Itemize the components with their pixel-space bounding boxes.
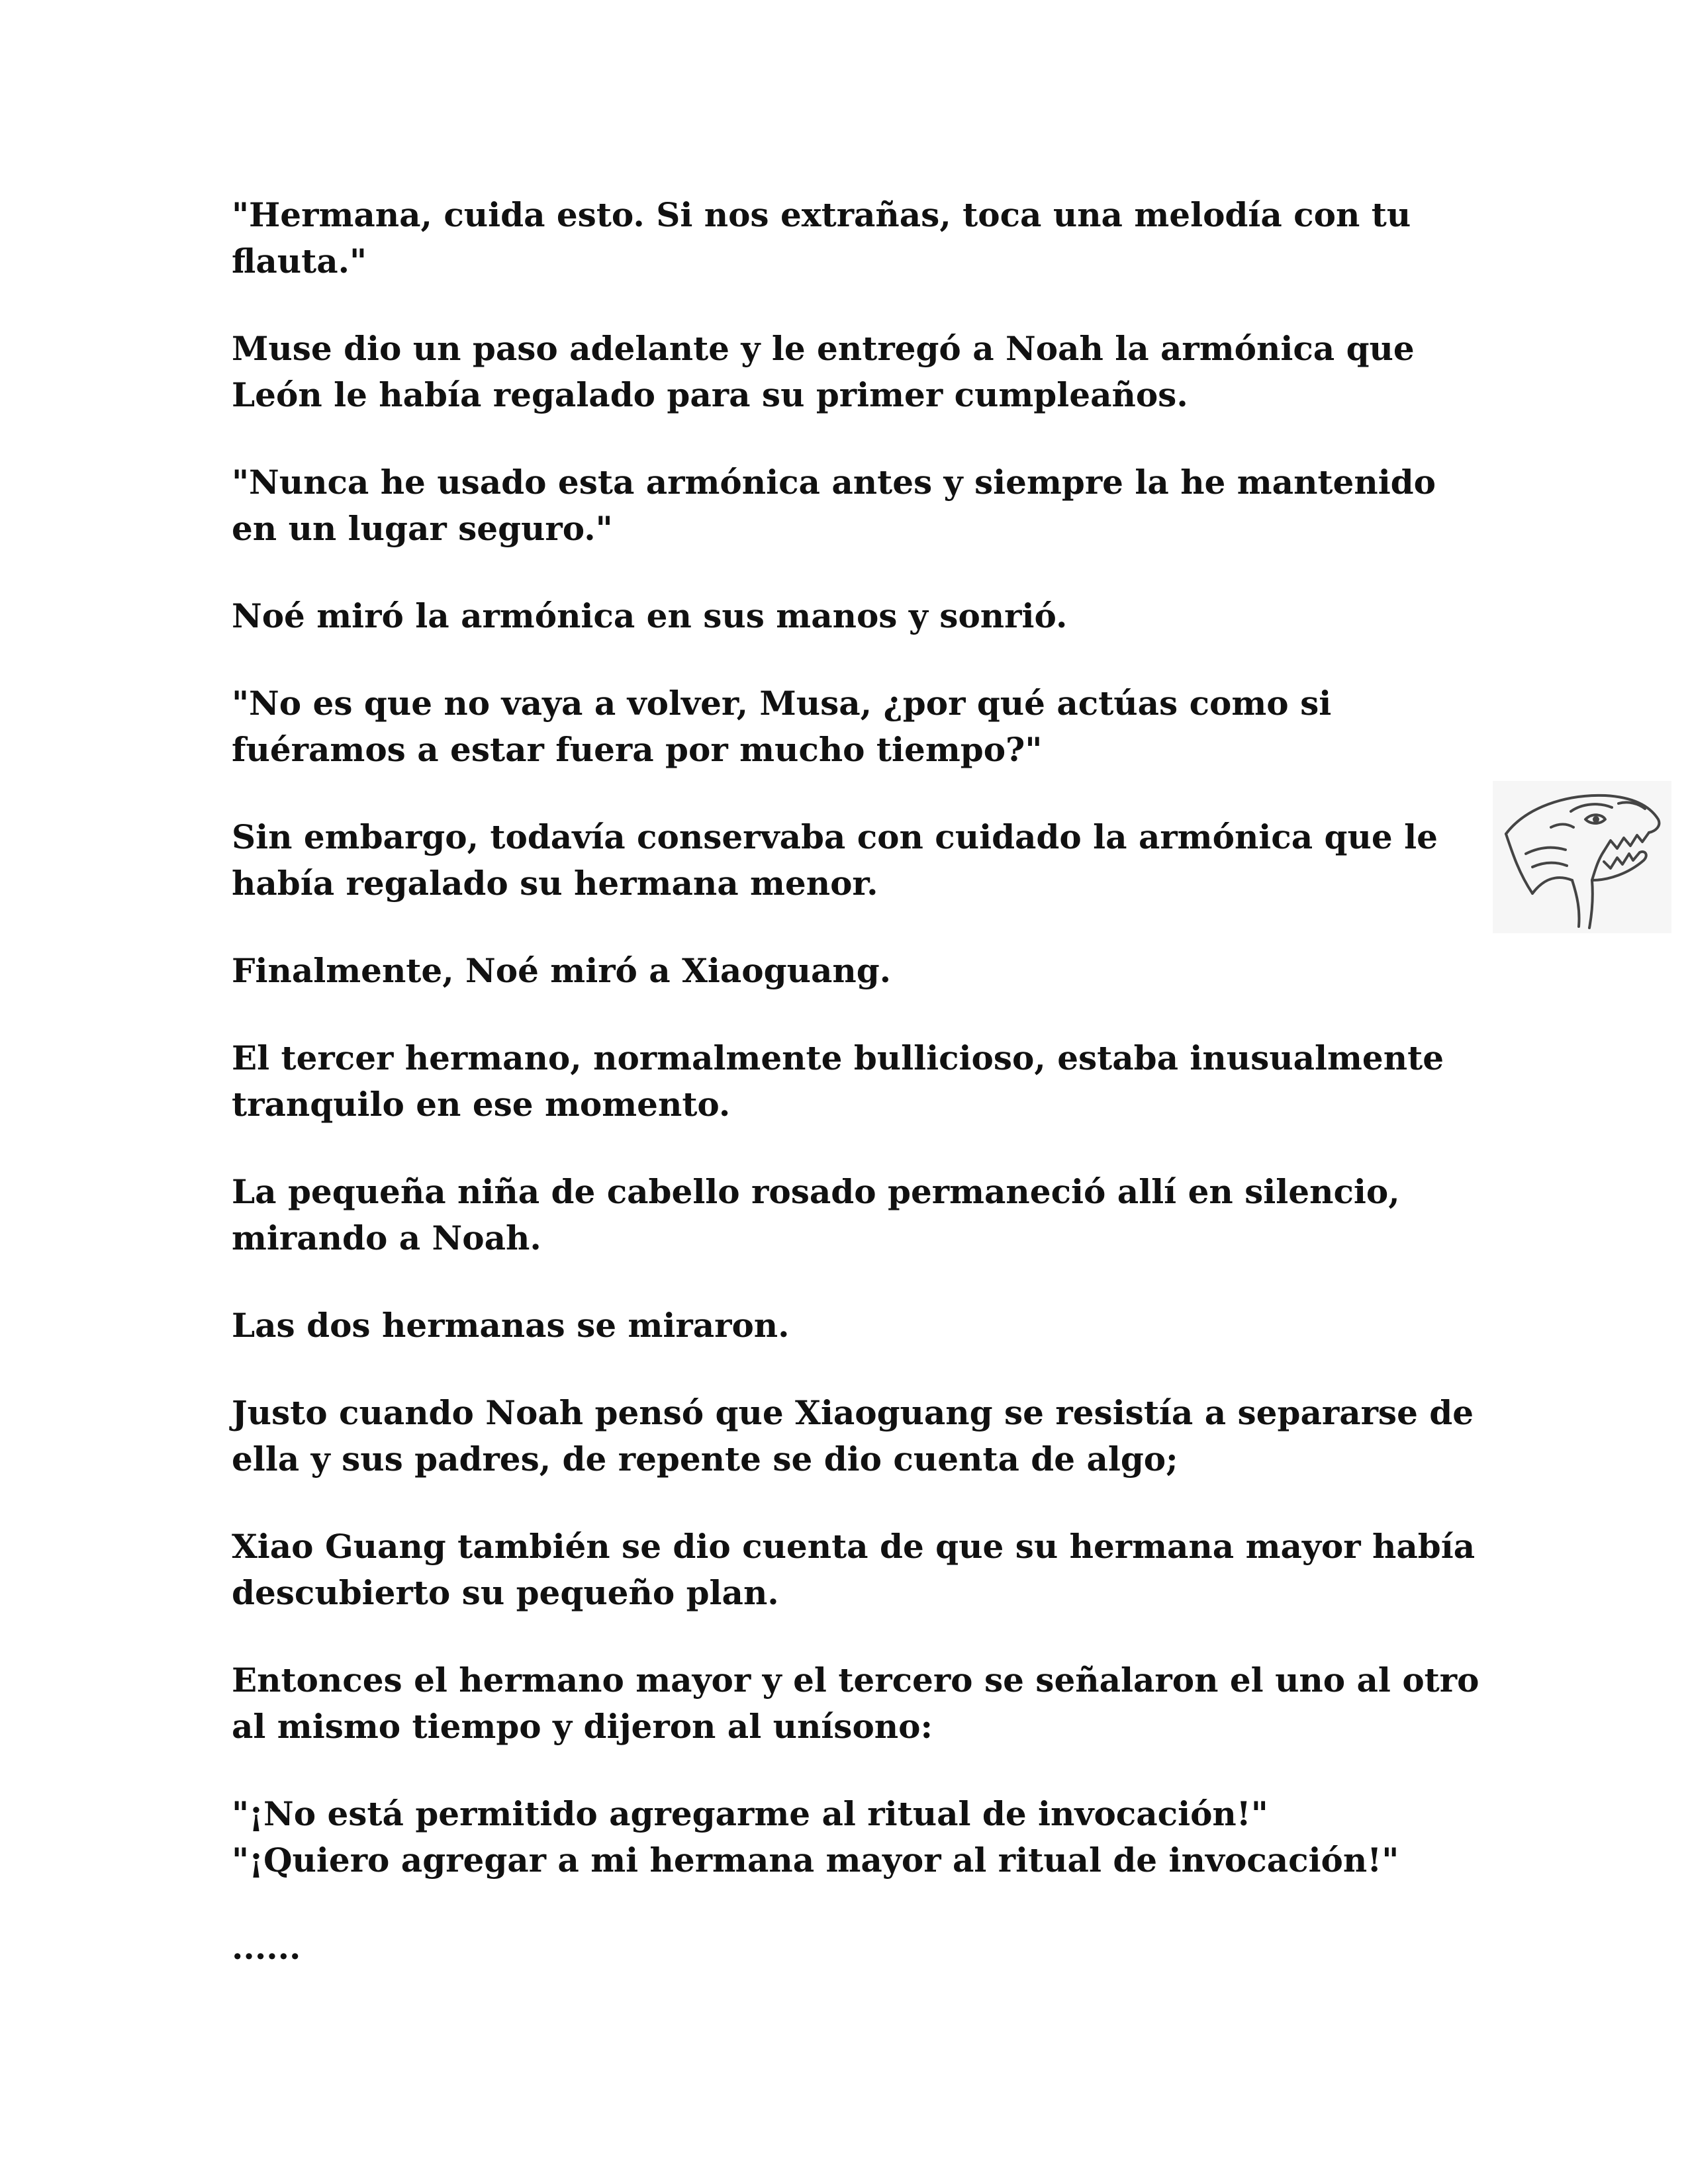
paragraph-15: ...... — [232, 1928, 301, 1967]
paragraph-5: "No es que no vaya a volver, Musa, ¿por qué actúas como si fuéramos a estar fuera por mucho tiempo?" — [232, 684, 1332, 769]
paragraph-13: Entonces el hermano mayor y el tercero se señalaron el uno al otro al mismo tiempo y dijeron al unísono: — [232, 1661, 1479, 1746]
paragraph-14: "¡No está permitido agregarme al ritual de invocación!" "¡Quiero agregar a mi hermana mayor al ritual de invocación!" — [232, 1794, 1399, 1880]
paragraph-9: La pequeña niña de cabello rosado permaneció allí en silencio, mirando a Noah. — [232, 1172, 1400, 1257]
paragraph-4: Noé miró la armónica en sus manos y sonrió. — [232, 596, 1068, 635]
paragraph-8: El tercer hermano, normalmente bullicioso, estaba inusualmente tranquilo en ese momento. — [232, 1038, 1444, 1124]
story-text — [232, 192, 1489, 2012]
paragraph-7: Finalmente, Noé miró a Xiaoguang. — [232, 951, 892, 990]
paragraph-2: Muse dio un paso adelante y le entregó a Noah la armónica que León le había regalado para su primer cumpleaños. — [232, 329, 1415, 414]
paragraph-1: "Hermana, cuida esto. Si nos extrañas, toca una melodía con tu flauta." — [232, 195, 1411, 281]
paragraph-10: Las dos hermanas se miraron. — [232, 1306, 790, 1345]
paragraph-3: "Nunca he usado esta armónica antes y siempre la he mantenido en un lugar seguro." — [232, 463, 1436, 548]
paragraph-11: Justo cuando Noah pensó que Xiaoguang se resistía a separarse de ella y sus padres, de repente se dio cuenta de algo; — [232, 1393, 1474, 1479]
dinosaur-head-icon — [1493, 781, 1671, 933]
paragraph-6: Sin embargo, todavía conservaba con cuidado la armónica que le había regalado su hermana menor. — [232, 817, 1438, 903]
paragraph-12: Xiao Guang también se dio cuenta de que su hermana mayor había descubierto su pequeño plan. — [232, 1527, 1476, 1612]
